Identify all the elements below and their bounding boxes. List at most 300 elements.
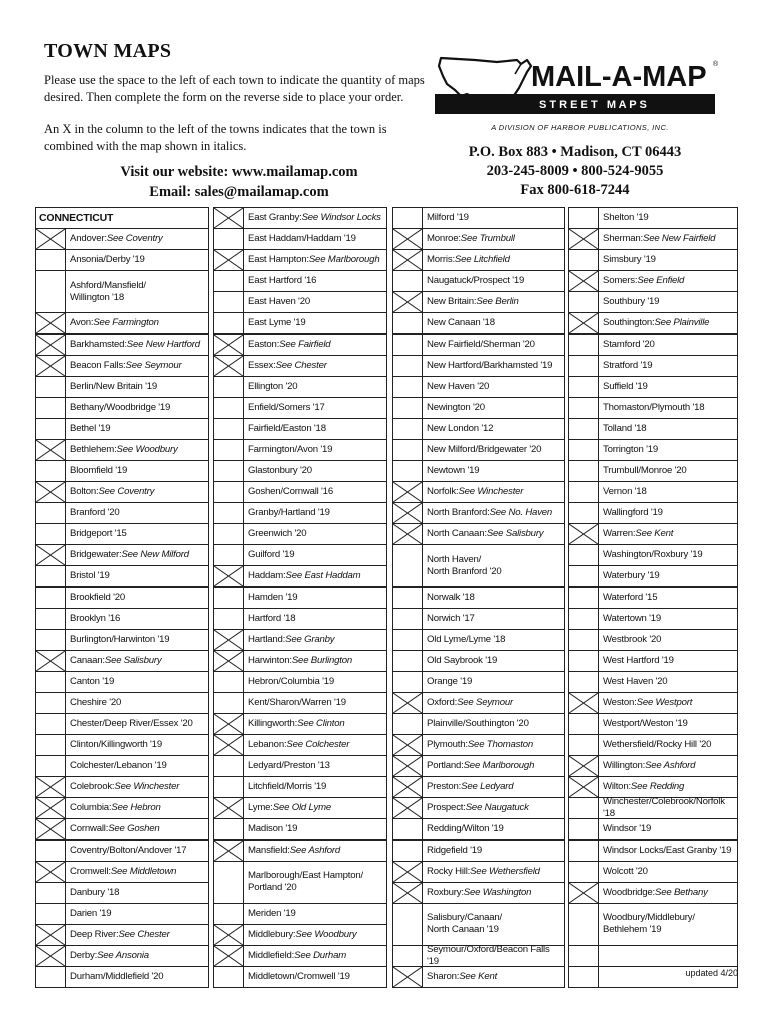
quantity-box[interactable] <box>569 798 599 818</box>
town-label: Hartford '18 <box>248 612 296 624</box>
quantity-box[interactable] <box>569 862 599 882</box>
town-row <box>392 587 565 609</box>
quantity-box[interactable] <box>393 819 423 839</box>
combined-x-mark <box>36 482 66 502</box>
town-column <box>392 207 565 983</box>
town-row <box>392 207 565 229</box>
quantity-box[interactable] <box>214 271 244 291</box>
combined-x-mark <box>393 756 423 776</box>
town-row <box>35 608 209 630</box>
quantity-box[interactable] <box>214 440 244 460</box>
town-label: Canton '19 <box>70 675 115 687</box>
town-label: Winchester/Colebrook/Norfolk '18 <box>603 796 725 820</box>
town-name <box>603 356 735 376</box>
town-label: Berlin/New Britain '19 <box>70 380 158 392</box>
quantity-box[interactable] <box>393 461 423 481</box>
town-label: Wethersfield/Rocky Hill '20 <box>603 739 712 751</box>
see-reference: See Redding <box>630 781 685 793</box>
combined-x-mark <box>36 229 66 249</box>
see-reference: See Bethany <box>655 886 708 898</box>
quantity-box[interactable] <box>36 566 66 586</box>
town-row <box>213 502 387 524</box>
quantity-box[interactable] <box>569 946 599 966</box>
town-label: Prospect: <box>427 802 466 814</box>
town-row <box>35 481 209 503</box>
quantity-box[interactable] <box>393 208 423 228</box>
town-name <box>603 250 735 270</box>
see-reference: See Kent <box>459 971 498 983</box>
town-name <box>248 904 384 924</box>
town-label: Woodbury/Middlebury/ Bethlehem '19 <box>603 912 695 936</box>
town-label: Lyme: <box>248 802 273 814</box>
quantity-box[interactable] <box>569 566 599 586</box>
town-label: Waterbury '19 <box>603 570 660 582</box>
town-name <box>427 819 562 839</box>
town-name <box>427 756 562 776</box>
town-label: Trumbull/Monroe '20 <box>603 465 687 477</box>
quantity-box[interactable] <box>569 735 599 755</box>
town-name <box>70 798 206 818</box>
contact-block <box>430 143 720 200</box>
town-row <box>392 481 565 503</box>
town-name <box>248 313 384 333</box>
quantity-box[interactable] <box>36 398 66 418</box>
quantity-box[interactable] <box>569 588 599 608</box>
town-label: Colchester/Lebanon '19 <box>70 760 167 772</box>
town-name <box>70 524 206 544</box>
town-name <box>427 250 562 270</box>
town-label: Stamford '20 <box>603 338 655 350</box>
town-name <box>70 356 206 376</box>
town-name <box>70 651 206 671</box>
town-label: East Granby: <box>248 212 302 224</box>
town-row <box>392 460 565 482</box>
town-label: Litchfield/Morris '19 <box>248 781 327 793</box>
town-name <box>427 313 562 333</box>
see-reference: See No. Haven <box>489 507 553 519</box>
town-row <box>568 587 738 609</box>
quantity-box[interactable] <box>569 651 599 671</box>
town-column <box>35 207 209 983</box>
town-name <box>248 693 384 713</box>
registered-mark: ® <box>713 61 719 68</box>
combined-x-mark <box>214 208 244 228</box>
town-label: Seymour/Oxford/Beacon Falls '19 <box>427 943 550 967</box>
quantity-box[interactable] <box>214 588 244 608</box>
logo-subtitle: S T R E E T M A P S <box>539 99 647 111</box>
quantity-box[interactable] <box>214 503 244 523</box>
town-label: Kent/Sharon/Warren '19 <box>248 696 346 708</box>
email-link[interactable]: Email: sales@mailamap.com <box>149 184 329 200</box>
web-contact <box>44 162 434 202</box>
town-row <box>35 945 209 967</box>
town-name <box>603 693 735 713</box>
combined-x-mark <box>214 356 244 376</box>
quantity-box[interactable] <box>393 609 423 629</box>
see-reference: See New Hartford <box>126 338 200 350</box>
town-name <box>70 588 206 608</box>
quantity-box[interactable] <box>569 356 599 376</box>
town-label: Bristol '19 <box>70 570 110 582</box>
town-row <box>213 776 387 798</box>
intro-text: Please use the space to the left of each town to indicate the quantity of maps desired. Then complete the form on the reverse side to place your order. <box>44 73 425 104</box>
town-name <box>248 651 384 671</box>
town-row <box>392 544 565 587</box>
town-row <box>213 671 387 693</box>
combined-x-mark <box>214 925 244 945</box>
town-name <box>427 798 562 818</box>
town-name <box>248 819 384 839</box>
town-label: Rocky Hill: <box>427 865 471 877</box>
town-label: Easton: <box>248 338 280 350</box>
quantity-box[interactable] <box>214 398 244 418</box>
quantity-box[interactable] <box>214 967 244 987</box>
town-row <box>392 840 565 862</box>
town-name <box>70 271 206 312</box>
town-row <box>392 439 565 461</box>
town-label: Granby/Hartland '19 <box>248 507 330 519</box>
town-row <box>213 797 387 819</box>
quantity-box[interactable] <box>214 545 244 565</box>
town-name <box>603 313 735 333</box>
see-reference: See Ashford <box>289 844 340 856</box>
quantity-box[interactable] <box>36 841 66 861</box>
town-name <box>248 967 384 987</box>
quantity-box[interactable] <box>569 377 599 397</box>
town-row <box>35 228 209 250</box>
town-name <box>248 356 384 376</box>
town-label: Madison '19 <box>248 823 298 835</box>
town-row <box>568 861 738 883</box>
town-row <box>35 924 209 946</box>
town-name <box>603 335 735 355</box>
town-name <box>603 503 735 523</box>
quantity-box[interactable] <box>569 630 599 650</box>
town-name <box>603 208 735 228</box>
quantity-box[interactable] <box>569 292 599 312</box>
x-note-text: An X in the column to the left of the towns indicates that the town is combined with the map shown in italics. <box>44 122 387 153</box>
quantity-box[interactable] <box>393 356 423 376</box>
quantity-box[interactable] <box>214 524 244 544</box>
quantity-box[interactable] <box>36 271 66 312</box>
town-row <box>568 228 738 250</box>
town-label: CONNECTICUT <box>39 212 114 225</box>
town-label: Plymouth: <box>427 739 468 751</box>
town-name <box>603 630 735 650</box>
quantity-box[interactable] <box>214 461 244 481</box>
quantity-box[interactable] <box>214 777 244 797</box>
town-name <box>70 419 206 439</box>
quantity-box[interactable] <box>214 862 244 903</box>
combined-x-mark <box>36 651 66 671</box>
quantity-box[interactable] <box>36 461 66 481</box>
combined-x-mark <box>36 335 66 355</box>
quantity-box[interactable] <box>36 904 66 924</box>
see-reference: See Ashford <box>645 760 696 772</box>
see-reference: See Granby <box>285 633 335 645</box>
town-row <box>35 818 209 840</box>
phones: 203-245-8009 • 800-524-9055 <box>486 163 664 179</box>
town-row <box>213 755 387 777</box>
town-row <box>213 903 387 925</box>
town-label: Wilton: <box>603 781 631 793</box>
town-row <box>213 355 387 377</box>
town-row <box>213 692 387 714</box>
town-name <box>248 925 384 945</box>
town-name <box>70 862 206 882</box>
quantity-box[interactable] <box>569 714 599 734</box>
town-name <box>603 862 735 882</box>
combined-x-mark <box>569 777 599 797</box>
quantity-box[interactable] <box>393 545 423 586</box>
quantity-box[interactable] <box>569 482 599 502</box>
quantity-box[interactable] <box>214 377 244 397</box>
town-label: Andover: <box>70 233 107 245</box>
town-label: Durham/Middlefield '20 <box>70 971 164 983</box>
town-label: Deep River: <box>70 928 119 940</box>
town-row <box>568 608 738 630</box>
town-label: East Haven '20 <box>248 296 310 308</box>
town-row <box>392 671 565 693</box>
town-name <box>427 672 562 692</box>
see-reference: See Goshen <box>108 823 160 835</box>
quantity-box[interactable] <box>36 672 66 692</box>
see-reference: See Salisbury <box>104 654 162 666</box>
see-reference: See New Milford <box>121 549 189 561</box>
town-name <box>70 672 206 692</box>
town-label: Tolland '18 <box>603 422 647 434</box>
town-label: Cheshire '20 <box>70 696 122 708</box>
quantity-box[interactable] <box>569 609 599 629</box>
town-label: Norwalk '18 <box>427 591 475 603</box>
town-label: Suffield '19 <box>603 380 648 392</box>
town-label: Killingworth: <box>248 718 298 730</box>
quantity-box[interactable] <box>393 841 423 861</box>
quantity-box[interactable] <box>36 524 66 544</box>
town-label: Plainville/Southington '20 <box>427 718 529 730</box>
quantity-box[interactable] <box>569 440 599 460</box>
quantity-box[interactable] <box>393 377 423 397</box>
website-link[interactable]: Visit our website: www.mailamap.com <box>120 164 358 180</box>
see-reference: See Coventry <box>106 233 163 245</box>
combined-x-mark <box>36 862 66 882</box>
town-row <box>568 312 738 334</box>
quantity-box[interactable] <box>214 756 244 776</box>
town-label: East Haddam/Haddam '19 <box>248 233 356 245</box>
quantity-box[interactable] <box>36 588 66 608</box>
town-row <box>213 966 387 988</box>
quantity-box[interactable] <box>393 651 423 671</box>
town-row <box>568 418 738 440</box>
town-label: Mansfield: <box>248 844 290 856</box>
town-label: Cornwall: <box>70 823 109 835</box>
town-name <box>427 292 562 312</box>
town-label: Cromwell: <box>70 865 111 877</box>
town-name <box>248 271 384 291</box>
town-label: Glastonbury '20 <box>248 465 312 477</box>
quantity-box[interactable] <box>214 904 244 924</box>
quantity-box[interactable] <box>569 904 599 945</box>
quantity-box[interactable] <box>393 588 423 608</box>
town-name <box>603 777 735 797</box>
quantity-box[interactable] <box>393 714 423 734</box>
town-name <box>603 714 735 734</box>
town-row <box>35 565 209 587</box>
town-name <box>603 588 735 608</box>
combined-x-mark <box>569 756 599 776</box>
town-row <box>35 671 209 693</box>
combined-x-mark <box>36 819 66 839</box>
town-name <box>248 777 384 797</box>
town-row <box>392 502 565 524</box>
town-row <box>213 418 387 440</box>
quantity-box[interactable] <box>214 292 244 312</box>
quantity-box[interactable] <box>36 735 66 755</box>
quantity-box[interactable] <box>393 419 423 439</box>
combined-x-mark <box>36 777 66 797</box>
combined-x-mark <box>393 693 423 713</box>
see-reference: See Colchester <box>286 739 350 751</box>
town-name <box>427 693 562 713</box>
town-row <box>392 523 565 545</box>
quantity-box[interactable] <box>569 250 599 270</box>
quantity-box[interactable] <box>214 693 244 713</box>
quantity-box[interactable] <box>36 756 66 776</box>
quantity-box[interactable] <box>214 482 244 502</box>
quantity-box[interactable] <box>36 250 66 270</box>
quantity-box[interactable] <box>214 229 244 249</box>
combined-x-mark <box>569 271 599 291</box>
quantity-box[interactable] <box>569 398 599 418</box>
see-reference: See Marlborough <box>463 760 535 772</box>
town-label: Burlington/Harwinton '19 <box>70 633 170 645</box>
quantity-box[interactable] <box>36 967 66 987</box>
town-name <box>427 714 562 734</box>
town-name <box>427 208 562 228</box>
town-row <box>35 270 209 313</box>
combined-x-mark <box>393 967 423 987</box>
town-label: West Haven '20 <box>603 675 668 687</box>
town-label: New Hartford/Barkhamsted '19 <box>427 359 553 371</box>
town-row <box>35 376 209 398</box>
see-reference: See Hebron <box>111 802 161 814</box>
quantity-box[interactable] <box>393 313 423 333</box>
quantity-box[interactable] <box>569 335 599 355</box>
combined-x-mark <box>393 777 423 797</box>
quantity-box[interactable] <box>36 419 66 439</box>
quantity-box[interactable] <box>393 946 423 966</box>
town-name <box>248 609 384 629</box>
quantity-box[interactable] <box>393 440 423 460</box>
quantity-box[interactable] <box>569 503 599 523</box>
quantity-box[interactable] <box>569 419 599 439</box>
quantity-box[interactable] <box>569 819 599 839</box>
town-label: Coventry/Bolton/Andover '17 <box>70 844 187 856</box>
quantity-box[interactable] <box>36 714 66 734</box>
see-reference: See Litchfield <box>454 254 510 266</box>
quantity-box[interactable] <box>214 313 244 333</box>
quantity-box[interactable] <box>214 419 244 439</box>
quantity-box[interactable] <box>36 883 66 903</box>
quantity-box[interactable] <box>36 377 66 397</box>
see-reference: See New Fairfield <box>643 233 716 245</box>
town-label: Bridgeport '15 <box>70 528 127 540</box>
quantity-box[interactable] <box>36 503 66 523</box>
quantity-box[interactable] <box>36 693 66 713</box>
see-reference: See Fairfield <box>279 338 331 350</box>
quantity-box[interactable] <box>214 819 244 839</box>
town-label: New London '12 <box>427 422 494 434</box>
see-reference: See Woodbury <box>295 928 357 940</box>
quantity-box[interactable] <box>393 672 423 692</box>
town-row <box>568 671 738 693</box>
combined-x-mark <box>569 693 599 713</box>
town-label: Milford '19 <box>427 212 469 224</box>
page-title: TOWN MAPS <box>44 40 172 62</box>
see-reference: See Ledyard <box>461 781 514 793</box>
town-row <box>568 903 738 946</box>
town-name <box>248 630 384 650</box>
quantity-box[interactable] <box>36 609 66 629</box>
town-name <box>70 461 206 481</box>
see-reference: See Farmington <box>93 317 159 329</box>
town-row <box>392 249 565 271</box>
town-row <box>213 270 387 292</box>
town-row <box>392 903 565 946</box>
town-label: Wallingford '19 <box>603 507 663 519</box>
town-name <box>603 609 735 629</box>
town-label: Waterford '15 <box>603 591 658 603</box>
town-label: Southbury '19 <box>603 296 660 308</box>
town-name <box>70 714 206 734</box>
quantity-box[interactable] <box>569 841 599 861</box>
town-name <box>248 292 384 312</box>
town-label: Brooklyn '16 <box>70 612 121 624</box>
quantity-box[interactable] <box>36 630 66 650</box>
town-label: Canaan: <box>70 654 105 666</box>
quantity-box[interactable] <box>569 208 599 228</box>
quantity-box[interactable] <box>569 967 599 987</box>
quantity-box[interactable] <box>393 630 423 650</box>
quantity-box[interactable] <box>569 545 599 565</box>
town-name <box>70 398 206 418</box>
town-name <box>70 819 206 839</box>
quantity-box[interactable] <box>393 398 423 418</box>
town-name <box>427 419 562 439</box>
town-label: Watertown '19 <box>603 612 662 624</box>
quantity-box[interactable] <box>393 335 423 355</box>
quantity-box[interactable] <box>393 904 423 945</box>
town-label: Brookfield '20 <box>70 591 126 603</box>
town-row <box>35 249 209 271</box>
town-row <box>35 629 209 651</box>
town-name <box>427 377 562 397</box>
quantity-box[interactable] <box>569 672 599 692</box>
quantity-box[interactable] <box>393 271 423 291</box>
combined-x-mark <box>393 292 423 312</box>
town-row <box>35 734 209 756</box>
town-name <box>248 208 384 228</box>
quantity-box[interactable] <box>569 461 599 481</box>
combined-x-mark <box>569 229 599 249</box>
town-label: Middlebury: <box>248 928 296 940</box>
town-name <box>427 967 562 987</box>
town-label: Norwich '17 <box>427 612 475 624</box>
quantity-box[interactable] <box>214 672 244 692</box>
see-reference: See Naugatuck <box>465 802 529 814</box>
quantity-box[interactable] <box>214 609 244 629</box>
town-name <box>70 335 206 355</box>
